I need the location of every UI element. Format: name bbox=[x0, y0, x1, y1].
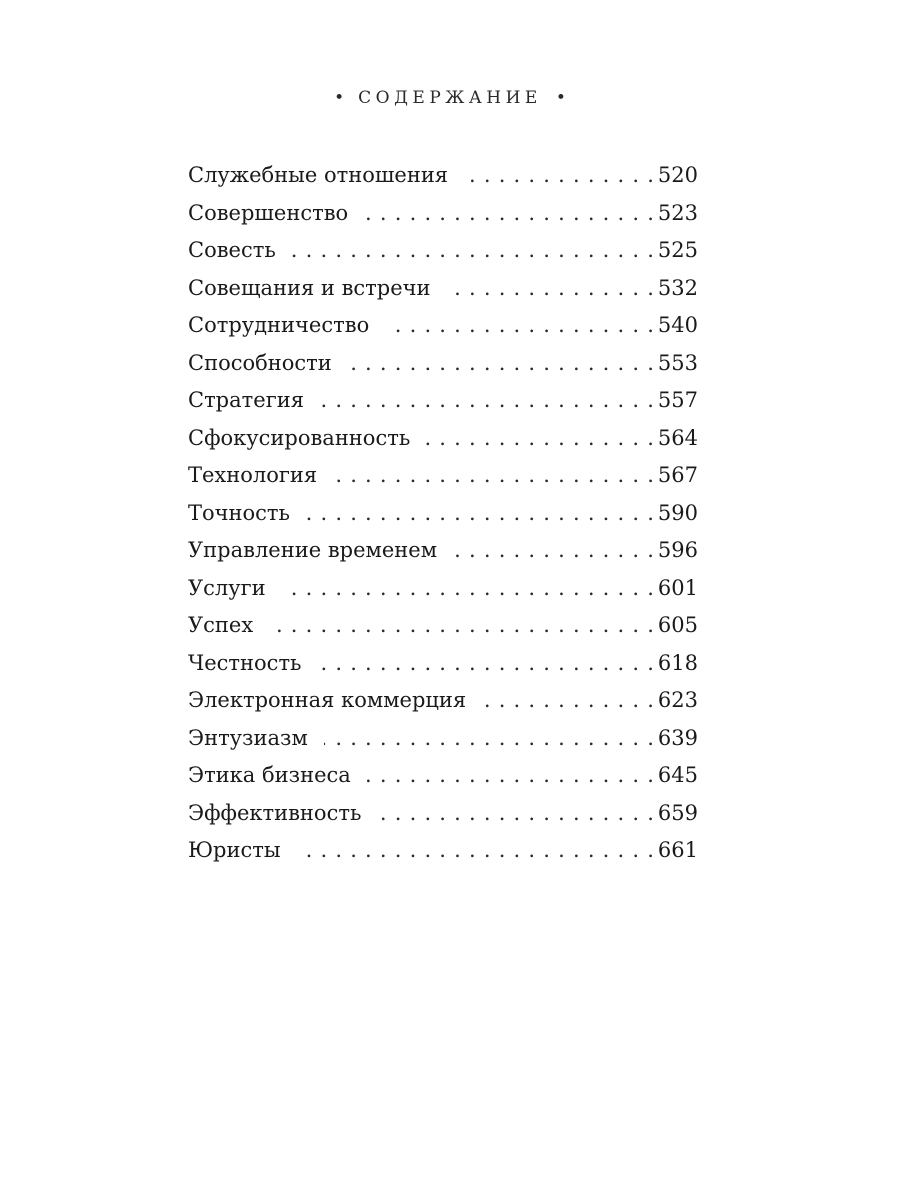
toc-dot-leader bbox=[447, 270, 654, 308]
toc-entry bbox=[188, 345, 698, 383]
toc-entry-title: Точность bbox=[188, 500, 290, 525]
toc-entry-title: Электронная коммерция bbox=[188, 688, 467, 712]
toc-dot-leader bbox=[426, 420, 654, 458]
toc-dot-leader bbox=[269, 607, 654, 645]
toc-entry-title: Юристы bbox=[188, 838, 281, 862]
toc-entry bbox=[188, 757, 698, 795]
toc-entry-page: 525 bbox=[657, 238, 698, 262]
toc-entry bbox=[188, 832, 698, 870]
toc-entry bbox=[188, 607, 698, 645]
toc-entry-page: 596 bbox=[657, 538, 698, 562]
toc-entry-title: Честность bbox=[188, 650, 302, 675]
toc-entry-title: Энтузиазм bbox=[188, 725, 308, 750]
toc-entry bbox=[188, 495, 698, 533]
toc-entry-page: 645 bbox=[657, 763, 698, 787]
toc-entry-title: Совещания и встречи bbox=[188, 275, 431, 300]
toc-entry-title: Технология bbox=[188, 463, 318, 487]
bullet-left: • bbox=[334, 88, 345, 108]
running-head bbox=[0, 88, 900, 108]
toc-dot-leader bbox=[320, 382, 654, 420]
toc-entry bbox=[188, 420, 698, 458]
toc-dot-leader bbox=[306, 495, 654, 533]
toc-entry-title: Совершенство bbox=[188, 200, 349, 225]
toc-entry-page: 523 bbox=[657, 200, 698, 225]
toc-entry-title: Этика бизнеса bbox=[188, 763, 351, 787]
toc-entry-title: Сфокусированность bbox=[188, 425, 411, 450]
toc-entry-page: 590 bbox=[657, 500, 698, 525]
toc-entry-page: 532 bbox=[657, 275, 698, 300]
toc-entry bbox=[188, 232, 698, 270]
table-of-contents bbox=[188, 157, 698, 870]
toc-entry bbox=[188, 195, 698, 233]
toc-dot-leader bbox=[364, 195, 654, 233]
section-title: СОДЕРЖАНИЕ bbox=[358, 88, 542, 108]
toc-entry-title: Услуги bbox=[188, 575, 266, 600]
toc-entry bbox=[188, 720, 698, 758]
toc-entry-title: Сотрудничество bbox=[188, 313, 370, 337]
toc-entry bbox=[188, 645, 698, 683]
toc-entry bbox=[188, 532, 698, 570]
toc-entry-title: Служебные отношения bbox=[188, 163, 449, 187]
toc-entry bbox=[188, 682, 698, 720]
toc-dot-leader bbox=[367, 757, 654, 795]
toc-entry-page: 567 bbox=[657, 463, 698, 487]
toc-entry-page: 520 bbox=[657, 163, 698, 187]
toc-dot-leader bbox=[385, 307, 654, 345]
toc-entry-page: 601 bbox=[657, 575, 698, 600]
toc-dot-leader bbox=[324, 720, 654, 758]
toc-dot-leader bbox=[453, 532, 654, 570]
toc-entry-title: Стратегия bbox=[188, 388, 304, 412]
toc-dot-leader bbox=[377, 795, 654, 833]
toc-entry bbox=[188, 307, 698, 345]
toc-entry-page: 557 bbox=[657, 388, 698, 412]
toc-entry bbox=[188, 270, 698, 308]
toc-entry-page: 605 bbox=[657, 613, 698, 637]
toc-entry-page: 659 bbox=[657, 800, 698, 825]
bullet-right: • bbox=[555, 88, 566, 108]
toc-entry bbox=[188, 157, 698, 195]
toc-entry bbox=[188, 382, 698, 420]
toc-dot-leader bbox=[318, 645, 654, 683]
toc-entry-title: Управление временем bbox=[188, 538, 438, 562]
toc-dot-leader bbox=[292, 232, 654, 270]
toc-entry-page: 661 bbox=[657, 838, 698, 862]
toc-entry-page: 623 bbox=[657, 688, 698, 712]
toc-entry-page: 639 bbox=[657, 725, 698, 750]
toc-entry-page: 553 bbox=[657, 350, 698, 375]
toc-entry-page: 540 bbox=[657, 313, 698, 337]
toc-dot-leader bbox=[464, 157, 654, 195]
toc-dot-leader bbox=[282, 570, 654, 608]
toc-entry bbox=[188, 795, 698, 833]
toc-entry-page: 618 bbox=[657, 650, 698, 675]
toc-entry-title: Совесть bbox=[188, 238, 276, 262]
toc-dot-leader bbox=[482, 682, 654, 720]
toc-entry-title: Успех bbox=[188, 613, 254, 637]
toc-entry bbox=[188, 570, 698, 608]
toc-entry-title: Способности bbox=[188, 350, 332, 375]
toc-entry bbox=[188, 457, 698, 495]
toc-dot-leader bbox=[297, 832, 654, 870]
toc-entry-page: 564 bbox=[657, 425, 698, 450]
toc-entry-title: Эффективность bbox=[188, 800, 362, 825]
toc-dot-leader bbox=[333, 457, 654, 495]
toc-dot-leader bbox=[348, 345, 654, 383]
